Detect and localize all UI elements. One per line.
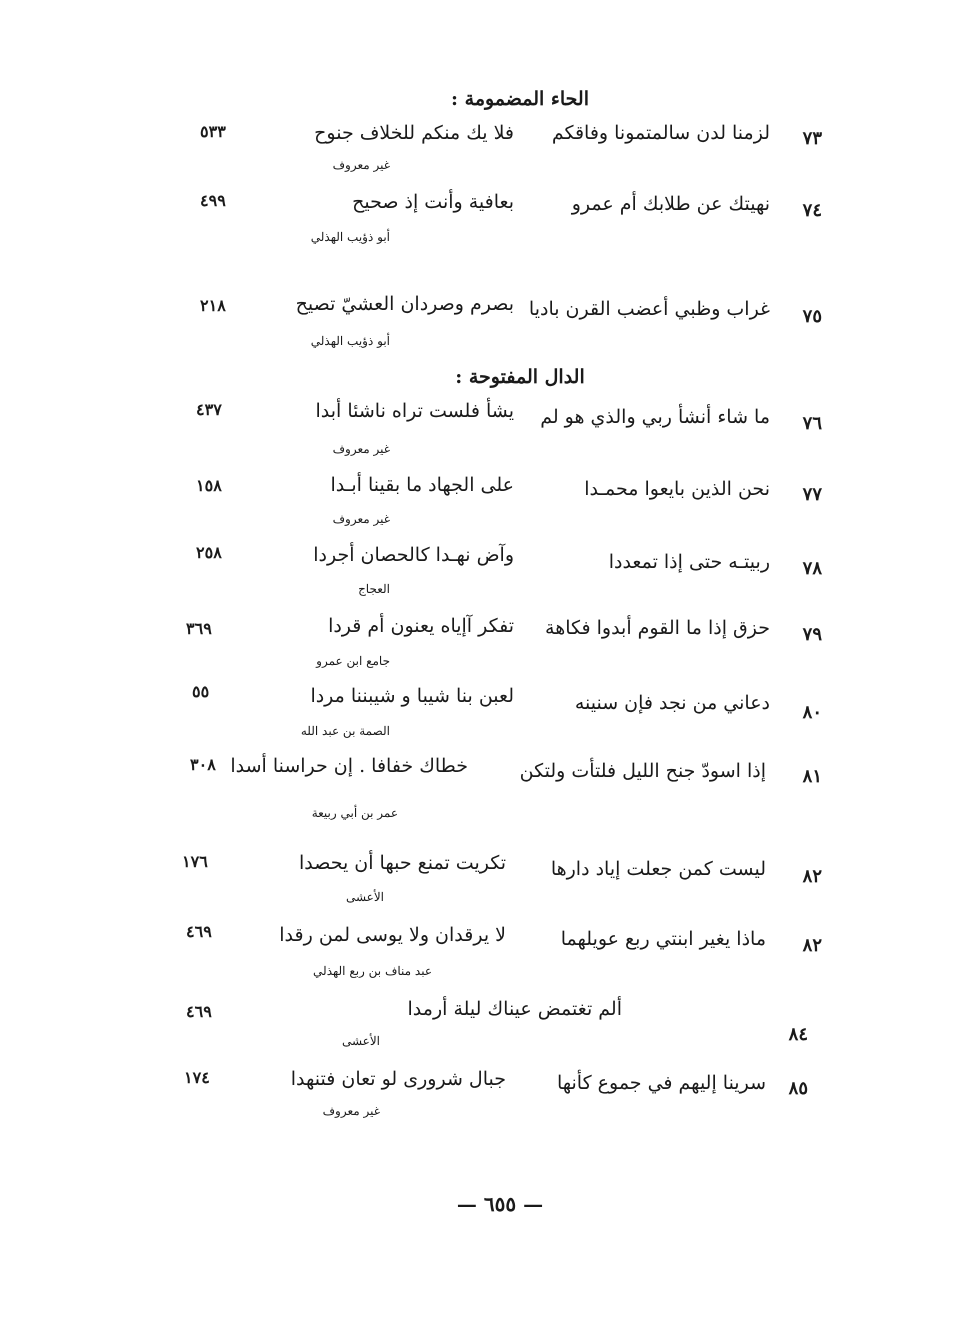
- poet-name: الأعشى: [345, 890, 384, 904]
- poet-name: أبو ذؤيب الهذلي: [310, 230, 390, 244]
- poet-name: عمر بن أبي ربيعة: [311, 806, 398, 820]
- first-hemistich: إذا اسودّ جنح الليل فلتأت ولتكن: [519, 760, 766, 782]
- poet-name: الصمة بن عبد الله: [300, 724, 390, 738]
- page-reference: ٣٦٩: [186, 619, 212, 638]
- second-hemistich: ألم تغتمض عيناك ليلة أرمدا: [407, 998, 622, 1020]
- poet-name: أبو ذؤيب الهذلي: [310, 334, 390, 348]
- first-hemistich: حزق إذا ما القوم أبدوا فكاهة: [545, 617, 770, 639]
- section-heading: الحاء المضمومة :: [451, 88, 589, 110]
- first-hemistich: ماذا يغير ابنتي ربع عويلهما: [560, 928, 766, 950]
- verse-number: ٨٢: [802, 866, 822, 887]
- verse-number: ٨٥: [788, 1078, 808, 1099]
- verse-number: ٨٠: [802, 702, 822, 723]
- page-reference: ٤٣٧: [196, 400, 222, 419]
- poet-name: عبد مناف بن ربع الهذلي: [313, 964, 432, 978]
- verse-number: ٨٢: [802, 935, 822, 956]
- second-hemistich: تفكر آإياه يعنون أم قردا: [328, 615, 514, 637]
- page-reference: ٤٦٩: [186, 1002, 212, 1021]
- poet-name: غير معروف: [332, 158, 390, 172]
- section-heading: الدال المفتوحة :: [455, 366, 585, 388]
- page-reference: ١٥٨: [196, 476, 222, 495]
- page-reference: ٣٠٨: [190, 755, 216, 774]
- second-hemistich: فلا يك منكم للخلاف جنوح: [314, 122, 514, 144]
- first-hemistich: غراب وظبي أعضب القرن باديا: [528, 298, 770, 320]
- second-hemistich: لعبن بنا شيبا و شيبننا مردا: [310, 685, 514, 707]
- first-hemistich: دعاني من نجد فإن سنينه: [574, 692, 770, 714]
- poet-name: غير معروف: [332, 442, 390, 456]
- verse-number: ٧٤: [802, 200, 822, 221]
- page-reference: ٤٦٩: [186, 922, 212, 941]
- first-hemistich: لزمنا لدن سالمتمونا وفاقكم: [551, 122, 770, 144]
- page-reference: ١٧٤: [184, 1068, 210, 1087]
- verse-number: ٧٩: [802, 624, 822, 645]
- second-hemistich: على الجهاد ما بقينا أبـدا: [330, 474, 514, 496]
- page-reference: ١٧٦: [182, 852, 208, 871]
- verse-number: ٨٤: [788, 1024, 808, 1045]
- second-hemistich: وآض نهـدا كالحصان أجردا: [313, 544, 514, 566]
- poet-name: العجاج: [358, 582, 390, 596]
- second-hemistich: تكريت تمنع حبها أن يحصدا: [298, 852, 506, 874]
- second-hemistich: يشأ فلست تراه ناشئا أبدا: [315, 400, 514, 422]
- second-hemistich: جبال شروری لو تعان فتنهدا: [290, 1068, 506, 1090]
- poet-name: غير معروف: [332, 512, 390, 526]
- first-hemistich: سرينا إليهم في جموع كأنها: [556, 1072, 766, 1094]
- poet-name: غير معروف: [322, 1104, 380, 1118]
- poet-name: جامع ابن عمرو: [316, 654, 390, 668]
- poet-name: الأعشى: [341, 1034, 380, 1048]
- verse-number: ٨١: [802, 766, 822, 787]
- verse-number: ٧٧: [802, 484, 822, 505]
- page-reference: ٥٥: [192, 682, 210, 701]
- verse-number: ٧٦: [802, 413, 822, 434]
- second-hemistich: لا يرقدان ولا يوسى لمن رقدا: [279, 924, 506, 946]
- page-reference: ٥٣٣: [200, 122, 226, 141]
- second-hemistich: بصرم وصردان العشيّ تصيح: [295, 293, 514, 315]
- first-hemistich: ما شاء أنشأ ربي والذي هو لم: [540, 406, 770, 428]
- first-hemistich: نهيتك عن طلابك أم عمرو: [571, 193, 770, 215]
- page-number: — ٦٥٥ —: [456, 1192, 544, 1216]
- first-hemistich: ربيتـه حتى إذا تمعددا: [608, 551, 770, 573]
- verse-number: ٧٣: [802, 128, 822, 149]
- verse-number: ٧٥: [802, 306, 822, 327]
- second-hemistich: بعافية وأنت إذ صحيح: [352, 191, 514, 213]
- page-reference: ٢٥٨: [196, 543, 222, 562]
- verse-number: ٧٨: [802, 558, 822, 579]
- page-reference: ٤٩٩: [200, 191, 226, 210]
- first-hemistich: نحن الذين بايعوا محمـدا: [584, 478, 770, 500]
- page-reference: ٢١٨: [200, 296, 226, 315]
- first-hemistich: ليست كمن جعلت إياد دارها: [550, 858, 766, 880]
- second-hemistich: خطاك خفافا . إن حراسنا أسدا: [230, 755, 468, 777]
